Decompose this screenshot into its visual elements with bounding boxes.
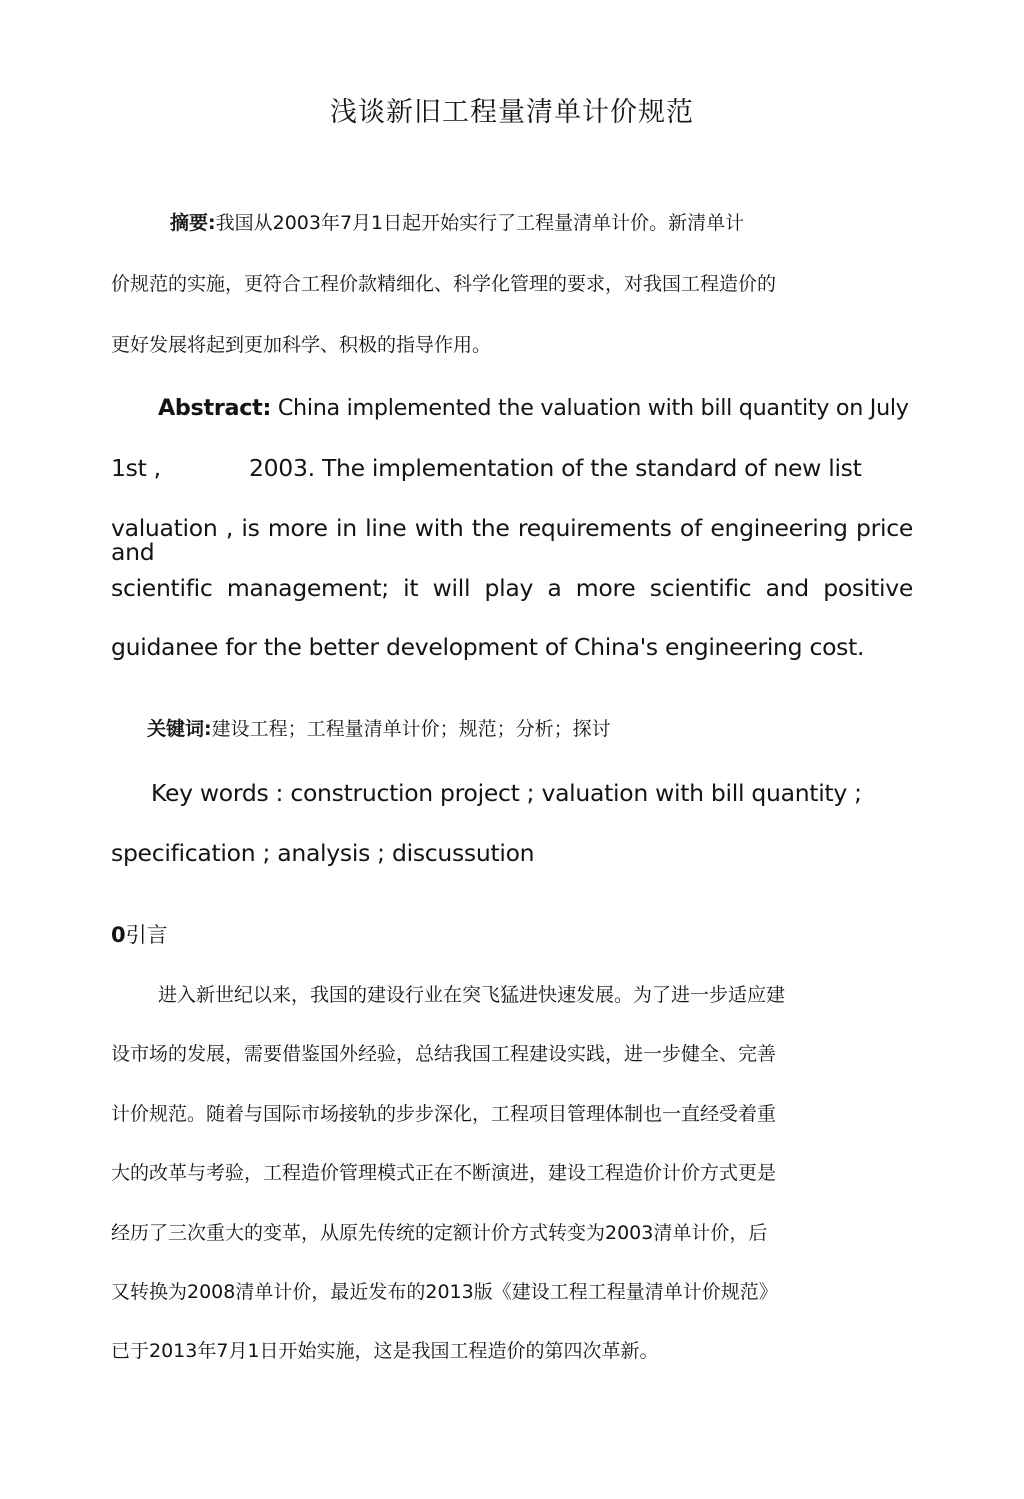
abstract-cn-line-1: [170, 214, 744, 233]
section-body-line-5: 经历了三次重大的变革，从原先传统的定额计价方式转变为2003清单计价，后: [111, 1222, 768, 1244]
abstract-en-line-5: guidanee for the better development of China's engineering cost.: [111, 633, 865, 661]
section-body-line-2: 设市场的发展，需要借鉴国外经验，总结我国工程建设实践，进一步健全、完善: [111, 1043, 777, 1065]
keywords-cn-label: 关键词:: [147, 718, 212, 740]
abstract-en-text-1: China implemented the valuation with bill quantity on July: [271, 395, 909, 421]
abstract-cn-line-3: 更好发展将起到更加科学、积极的指导作用。: [111, 334, 492, 356]
keywords-cn-text: 建设工程；工程量清单计价；规范；分析；探讨: [211, 718, 611, 740]
abstract-en-line-1: [158, 397, 909, 419]
section-heading: [111, 925, 168, 946]
section-body-line-7: 已于2013年7月1日开始实施，这是我国工程造价的第四次革新。: [111, 1340, 659, 1362]
abstract-en-line-3: valuation , is more in line with the requirements of engineering price and: [111, 514, 913, 566]
section-body-line-6: 又转换为2008清单计价，最近发布的2013版《建设工程工程量清单计价规范》: [111, 1281, 778, 1303]
abstract-cn-text-1: 我国从2003年7月1日起开始实行了工程量清单计价。新清单计: [215, 212, 745, 234]
section-body-line-1: 进入新世纪以来，我国的建设行业在突飞猛进快速发展。为了进一步适应建: [158, 984, 786, 1006]
abstract-en-line-2a: 1st ,: [111, 454, 161, 482]
section-body-line-3: 计价规范。随着与国际市场接轨的步步深化，工程项目管理体制也一直经受着重: [111, 1103, 777, 1125]
keywords-en-line-2: specification ; analysis ; discussution: [111, 839, 535, 867]
document-title: 浅谈新旧工程量清单计价规范: [330, 97, 694, 128]
abstract-cn-line-2: 价规范的实施，更符合工程价款精细化、科学化管理的要求，对我国工程造价的: [111, 273, 777, 295]
section-number: 0: [111, 923, 126, 947]
abstract-en-line-4: scientific management; it will play a more scientific and positive: [111, 574, 913, 602]
abstract-en-line-2b: 2003. The implementation of the standard of new list: [249, 454, 862, 482]
keywords-en-line-1: Key words : construction project ; valuation with bill quantity ;: [151, 779, 862, 807]
section-body-line-4: 大的改革与考验，工程造价管理模式正在不断演进，建设工程造价计价方式更是: [111, 1162, 777, 1184]
abstract-cn-label: 摘要:: [170, 212, 216, 234]
section-heading-text: 引言: [125, 923, 168, 947]
keywords-cn-line: [147, 720, 611, 739]
abstract-en-label: Abstract:: [158, 395, 272, 421]
